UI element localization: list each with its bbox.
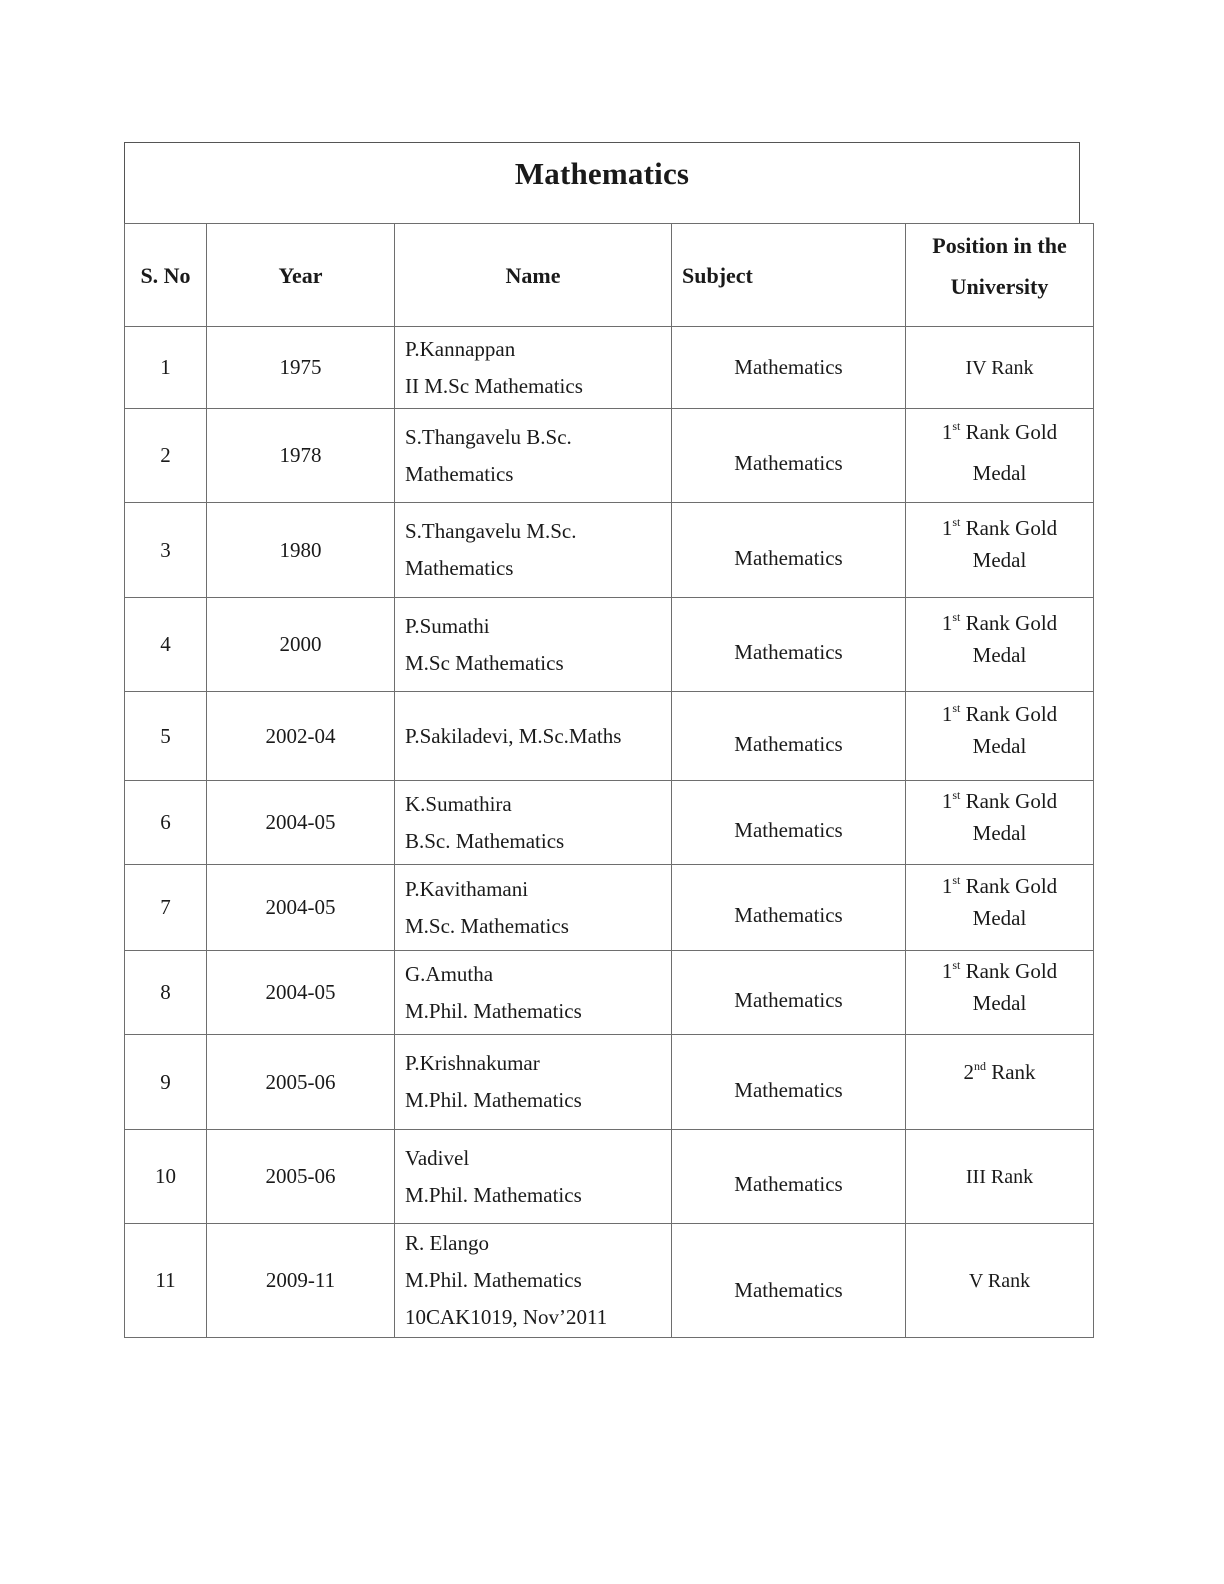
table-row <box>125 865 1094 951</box>
student-name: G.Amutha <box>405 961 494 986</box>
student-detail: Mathematics <box>405 556 514 580</box>
rank-label: Rank Gold <box>960 610 1058 635</box>
student-name: Vadivel <box>405 1145 470 1170</box>
student-detail: M.Phil. Mathematics <box>405 1088 582 1112</box>
cell-sno: 10 <box>125 1130 207 1224</box>
rank-label: Rank Gold <box>960 788 1058 813</box>
rank-ordinal: 2 <box>963 1060 974 1084</box>
cell-sno: 5 <box>125 692 207 781</box>
cell-name <box>395 503 672 598</box>
subject-text: Mathematics <box>734 903 843 927</box>
subject-text: Mathematics <box>734 545 843 570</box>
cell-position <box>906 327 1094 409</box>
cell-subject <box>672 409 906 503</box>
student-detail: M.Phil. Mathematics <box>405 1268 582 1292</box>
rank-ordinal: 1 <box>941 419 953 444</box>
cell-year: 2002-04 <box>207 692 395 781</box>
cell-year: 2004-05 <box>207 865 395 951</box>
rank-label: Rank Gold <box>960 873 1058 898</box>
cell-name <box>395 1130 672 1224</box>
rank-label: III Rank <box>965 1165 1034 1188</box>
student-name: P.Krishnakumar <box>405 1051 540 1075</box>
cell-sno: 4 <box>125 598 207 692</box>
rank-label-line2: Medal <box>972 642 1027 667</box>
table-row <box>125 692 1094 781</box>
rank-label-line2: Medal <box>972 460 1027 485</box>
cell-year: 2005-06 <box>207 1035 395 1130</box>
cell-sno: 8 <box>125 951 207 1035</box>
position-text <box>906 412 1093 494</box>
university-ranks-table <box>124 223 1094 1338</box>
rank-ordinal: 1 <box>941 958 953 983</box>
header-subject: Subject <box>672 224 906 327</box>
cell-sno: 11 <box>125 1224 207 1338</box>
table-row <box>125 1035 1094 1130</box>
cell-name <box>395 1035 672 1130</box>
subject-text: Mathematics <box>734 451 843 475</box>
rank-ordinal: 1 <box>941 702 953 726</box>
table-row <box>125 503 1094 598</box>
header-name: Name <box>395 224 672 327</box>
rank-ordinal-suffix: st <box>952 787 961 802</box>
position-text <box>906 785 1093 849</box>
position-text <box>906 1265 1093 1297</box>
position-text <box>906 870 1093 934</box>
student-name: K.Sumathira <box>405 791 512 816</box>
rank-label-line2: Medal <box>972 905 1027 930</box>
table-title-row <box>124 142 1080 223</box>
cell-position <box>906 409 1094 503</box>
subject-text: Mathematics <box>734 988 843 1012</box>
cell-position <box>906 865 1094 951</box>
table-row <box>125 951 1094 1035</box>
cell-subject <box>672 598 906 692</box>
cell-subject <box>672 781 906 865</box>
cell-position <box>906 1224 1094 1338</box>
position-text <box>906 1056 1093 1088</box>
rank-ordinal: 1 <box>941 516 953 540</box>
rank-label: Rank <box>985 1060 1036 1084</box>
cell-name <box>395 781 672 865</box>
position-text <box>906 955 1093 1019</box>
position-text <box>906 1161 1093 1193</box>
cell-year: 1980 <box>207 503 395 598</box>
cell-name <box>395 327 672 409</box>
table-header-row <box>125 224 1094 327</box>
cell-position <box>906 503 1094 598</box>
rank-label: Rank Gold <box>960 958 1058 983</box>
cell-position <box>906 781 1094 865</box>
rank-label-line2: Medal <box>972 820 1027 845</box>
table-row <box>125 781 1094 865</box>
table-row <box>125 1130 1094 1224</box>
cell-sno: 6 <box>125 781 207 865</box>
subject-text: Mathematics <box>734 1278 843 1302</box>
rank-ordinal-suffix: st <box>952 957 961 972</box>
subject-text: Mathematics <box>734 731 843 756</box>
header-year: Year <box>207 224 395 327</box>
rank-label: Rank Gold <box>960 516 1058 540</box>
cell-sno: 3 <box>125 503 207 598</box>
cell-sno: 2 <box>125 409 207 503</box>
cell-name <box>395 1224 672 1338</box>
student-detail: B.Sc. Mathematics <box>405 828 565 853</box>
student-detail: M.Sc. Mathematics <box>405 913 569 938</box>
rank-label-line2: Medal <box>972 990 1027 1015</box>
cell-subject <box>672 503 906 598</box>
cell-subject <box>672 327 906 409</box>
student-name: S.Thangavelu M.Sc. <box>405 519 577 543</box>
cell-year: 2005-06 <box>207 1130 395 1224</box>
cell-sno: 1 <box>125 327 207 409</box>
student-detail: M.Sc Mathematics <box>405 650 564 675</box>
position-text <box>906 698 1093 762</box>
rank-label-line2: Medal <box>972 548 1027 572</box>
student-detail: 10CAK1019, Nov’2011 <box>405 1305 608 1329</box>
cell-name <box>395 951 672 1035</box>
cell-year: 2000 <box>207 598 395 692</box>
cell-year: 1975 <box>207 327 395 409</box>
cell-subject <box>672 1035 906 1130</box>
student-name: P.Sakiladevi, M.Sc.Maths <box>405 723 622 748</box>
rank-label-line2: Medal <box>972 734 1027 758</box>
cell-position <box>906 692 1094 781</box>
student-name: P.Sumathi <box>405 613 490 638</box>
position-text <box>906 607 1093 671</box>
subject-text: Mathematics <box>734 1172 843 1196</box>
cell-subject <box>672 692 906 781</box>
rank-ordinal-suffix: nd <box>973 1059 986 1073</box>
cell-subject <box>672 1224 906 1338</box>
cell-position <box>906 598 1094 692</box>
rank-label: Rank Gold <box>960 702 1058 726</box>
table-row <box>125 1224 1094 1338</box>
cell-name <box>395 865 672 951</box>
rank-ordinal-suffix: st <box>952 609 961 624</box>
position-text <box>906 512 1093 576</box>
rank-ordinal: 1 <box>941 873 953 898</box>
subject-text: Mathematics <box>734 1077 843 1102</box>
rank-ordinal-suffix: st <box>952 872 961 887</box>
student-name: P.Kavithamani <box>405 876 529 901</box>
cell-position <box>906 951 1094 1035</box>
cell-sno: 9 <box>125 1035 207 1130</box>
cell-year: 2004-05 <box>207 781 395 865</box>
table-row <box>125 598 1094 692</box>
header-position-line2: University <box>950 274 1049 299</box>
cell-subject <box>672 1130 906 1224</box>
cell-year: 1978 <box>207 409 395 503</box>
student-detail: Mathematics <box>405 461 514 486</box>
page-title: Mathematics <box>514 156 690 191</box>
student-detail: M.Phil. Mathematics <box>405 998 582 1023</box>
rank-label: IV Rank <box>965 356 1034 379</box>
table-row <box>125 327 1094 409</box>
rank-ordinal-suffix: st <box>952 418 961 433</box>
rank-ordinal-suffix: st <box>952 515 961 529</box>
rank-ordinal: 1 <box>941 610 953 635</box>
rank-ordinal-suffix: st <box>952 701 961 715</box>
rank-ordinal: 1 <box>941 788 953 813</box>
header-position-line1: Position in the <box>932 233 1067 258</box>
rank-label: V Rank <box>968 1269 1031 1292</box>
subject-text: Mathematics <box>734 355 843 379</box>
student-name: P.Kannappan <box>405 336 516 361</box>
rank-label: Rank Gold <box>960 419 1058 444</box>
table-row <box>125 409 1094 503</box>
header-sno: S. No <box>125 224 207 327</box>
cell-year: 2009-11 <box>207 1224 395 1338</box>
cell-year: 2004-05 <box>207 951 395 1035</box>
cell-position <box>906 1130 1094 1224</box>
cell-subject <box>672 865 906 951</box>
position-text <box>906 352 1093 384</box>
cell-position <box>906 1035 1094 1130</box>
subject-text: Mathematics <box>734 640 843 664</box>
student-detail: M.Phil. Mathematics <box>405 1182 582 1207</box>
student-name: R. Elango <box>405 1231 489 1255</box>
subject-text: Mathematics <box>734 818 843 842</box>
student-name: S.Thangavelu B.Sc. <box>405 424 572 449</box>
cell-name <box>395 692 672 781</box>
cell-subject <box>672 951 906 1035</box>
cell-sno: 7 <box>125 865 207 951</box>
cell-name <box>395 409 672 503</box>
header-position <box>906 224 1094 327</box>
student-detail: II M.Sc Mathematics <box>405 373 583 398</box>
cell-name <box>395 598 672 692</box>
